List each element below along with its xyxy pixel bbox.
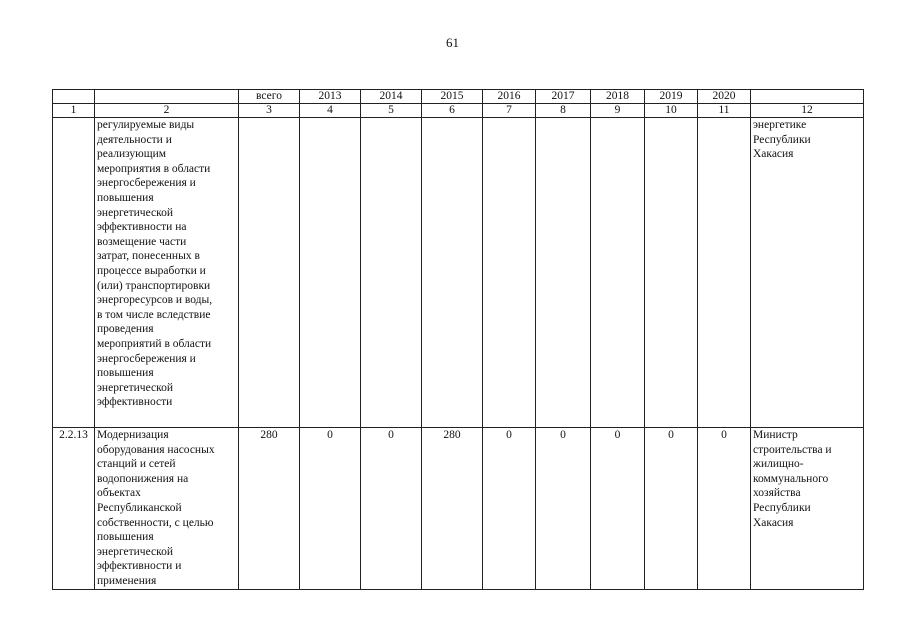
value-2015: 280 [422,428,483,590]
column-number: 11 [698,104,751,118]
column-number: 2 [95,104,239,118]
budget-table [52,89,864,590]
table-row [53,428,864,590]
header-cell-2020: 2020 [698,90,751,104]
row-code [53,118,95,428]
header-row [53,90,864,104]
value-2016: 0 [483,428,536,590]
row-executor: Министр строительства и жилищно- коммунального хозяйства Республики Хакасия [751,428,864,590]
value-total [239,118,300,428]
value-2017 [536,118,591,428]
header-cell [95,90,239,104]
column-number: 4 [300,104,361,118]
column-number: 6 [422,104,483,118]
row-executor: энергетике Республики Хакасия [751,118,864,428]
value-2018: 0 [591,428,645,590]
value-2020 [698,118,751,428]
value-2014 [361,118,422,428]
value-2014: 0 [361,428,422,590]
table-row [53,118,864,428]
value-2016 [483,118,536,428]
header-cell-2017: 2017 [536,90,591,104]
page-number: 61 [446,35,459,50]
value-2019 [645,118,698,428]
row-code: 2.2.13 [53,428,95,590]
column-number: 9 [591,104,645,118]
header-cell-2019: 2019 [645,90,698,104]
column-number-row [53,104,864,118]
column-number: 1 [53,104,95,118]
header-cell-2013: 2013 [300,90,361,104]
header-cell-total: всего [239,90,300,104]
value-2018 [591,118,645,428]
header-cell [751,90,864,104]
header-cell-2014: 2014 [361,90,422,104]
value-total: 280 [239,428,300,590]
row-description: Модернизация оборудования насосных станций и сетей водопонижения на объектах Республиканской собственности, с целью повышения энергетической эффективности и применения [95,428,239,590]
header-cell-2016: 2016 [483,90,536,104]
value-2017: 0 [536,428,591,590]
header-cell-2018: 2018 [591,90,645,104]
header-cell-2015: 2015 [422,90,483,104]
column-number: 10 [645,104,698,118]
column-number: 12 [751,104,864,118]
column-number: 8 [536,104,591,118]
value-2013: 0 [300,428,361,590]
column-number: 3 [239,104,300,118]
column-number: 5 [361,104,422,118]
row-description: регулируемые виды деятельности и реализующим мероприятия в области энергосбережения и повышения энергетической эффективности на возмещение части затрат, понесенных в процессе выработки и (или) транспортировки энергоресурсов и воды, в том числе вследствие проведения мероприятий в области энергосбережения и повышения энергетической эффективности [95,118,239,428]
value-2020: 0 [698,428,751,590]
value-2015 [422,118,483,428]
column-number: 7 [483,104,536,118]
value-2019: 0 [645,428,698,590]
value-2013 [300,118,361,428]
header-cell [53,90,95,104]
